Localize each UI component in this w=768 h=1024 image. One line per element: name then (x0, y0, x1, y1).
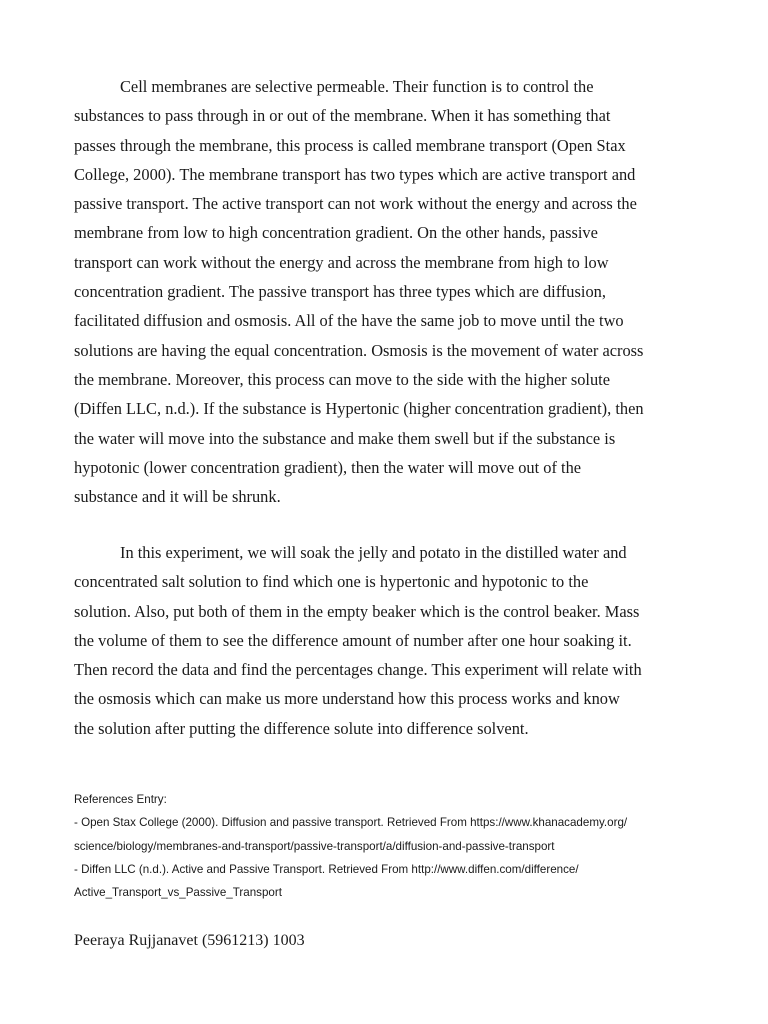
paragraph-line: facilitated diffusion and osmosis. All of the have the same job to move until the two (74, 311, 624, 331)
paragraph-line: College, 2000). The membrane transport has two types which are active transport and (74, 164, 636, 184)
paragraph-line: Then record the data and find the percentages change. This experiment will relate with (74, 660, 642, 680)
paragraph-line: solution. Also, put both of them in the empty beaker which is the control beaker. Mass (74, 601, 640, 621)
paragraph-line: In this experiment, we will soak the jelly and potato in the distilled water and (120, 543, 627, 562)
references-section (74, 788, 714, 904)
paragraph-line: the volume of them to see the difference amount of number after one hour soaking it. (74, 630, 632, 650)
paragraph-line: (Diffen LLC, n.d.). If the substance is Hypertonic (higher concentration gradient), then (74, 399, 644, 419)
paragraph-experiment (74, 538, 696, 743)
paragraph-line: membrane from low to high concentration gradient. On the other hands, passive (74, 223, 598, 243)
paragraph-line: Cell membranes are selective permeable. Their function is to control the (120, 77, 594, 96)
reference-line: - Diffen LLC (n.d.). Active and Passive Transport. Retrieved From http://www.diffen.com/difference/ (74, 862, 579, 876)
paragraph-line: the osmosis which can make us more understand how this process works and know (74, 689, 620, 709)
paragraph-line: transport can work without the energy and across the membrane from high to low (74, 252, 609, 272)
references-heading: References Entry: (74, 793, 167, 806)
paragraph-line: hypotonic (lower concentration gradient), then the water will move out of the (74, 457, 582, 477)
reference-line: science/biology/membranes-and-transport/passive-transport/a/diffusion-and-passive-transport (74, 839, 555, 853)
reference-line: - Open Stax College (2000). Diffusion and passive transport. Retrieved From https://www.khanacademy.org/ (74, 816, 628, 830)
paragraph-line: concentration gradient. The passive transport has three types which are diffusion, (74, 282, 606, 302)
paragraph-intro (74, 72, 696, 511)
paragraph-line: the solution after putting the difference solute into difference solvent. (74, 718, 529, 738)
paragraph-line: solutions are having the equal concentration. Osmosis is the movement of water across (74, 340, 644, 360)
paragraph-line: the membrane. Moreover, this process can move to the side with the higher solute (74, 369, 610, 389)
paragraph-line: passes through the membrane, this process is called membrane transport (Open Stax (74, 135, 626, 155)
paragraph-line: substance and it will be shrunk. (74, 487, 281, 507)
paragraph-line: concentrated salt solution to find which one is hypertonic and hypotonic to the (74, 572, 589, 592)
paragraph-line: passive transport. The active transport can not work without the energy and across the (74, 194, 637, 214)
reference-line: Active_Transport_vs_Passive_Transport (74, 886, 282, 900)
paragraph-line: the water will move into the substance and make them swell but if the substance is (74, 428, 616, 448)
paragraph-line: substances to pass through in or out of the membrane. When it has something that (74, 106, 611, 126)
author-line: Peeraya Rujjanavet (5961213) 1003 (74, 932, 305, 949)
